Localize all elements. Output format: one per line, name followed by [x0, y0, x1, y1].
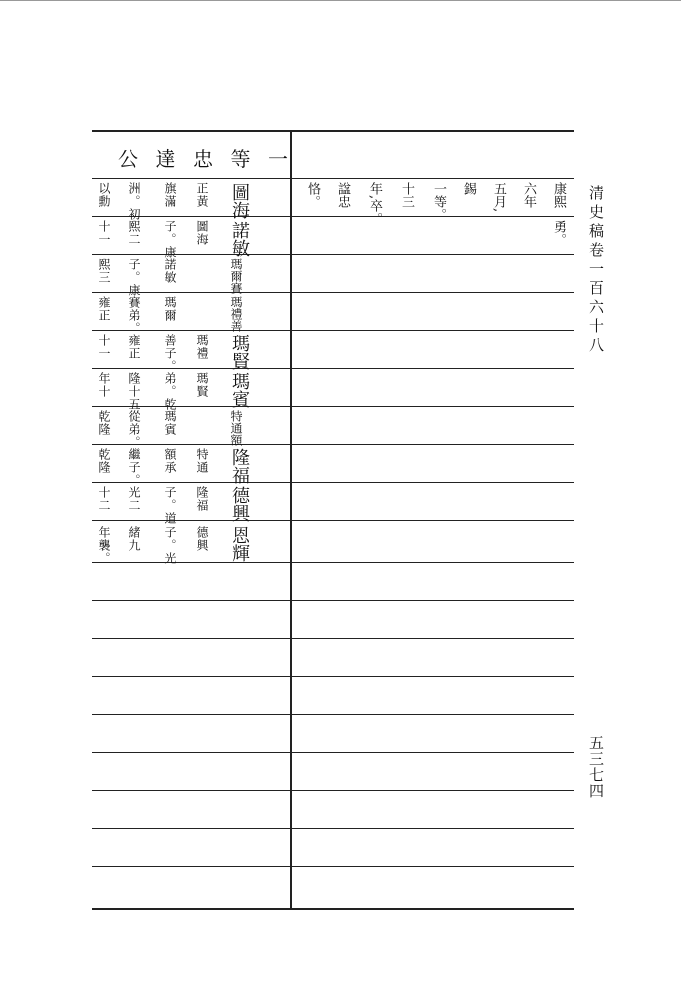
row-rule	[92, 330, 574, 331]
row-rule	[92, 178, 574, 179]
row-note: 隆福	[195, 486, 209, 512]
detail-text: 康熙	[551, 182, 566, 208]
row-note: 正黃	[195, 182, 209, 208]
row-note: 子。光	[163, 526, 177, 565]
row-name: 瑪賓	[229, 372, 250, 408]
detail-text: 錫	[461, 182, 476, 195]
rank-title	[118, 138, 288, 176]
row-rule	[92, 714, 574, 715]
row-note: 乾隆	[97, 448, 111, 474]
row-note: 以勳	[97, 182, 111, 208]
row-name: 諾敏	[229, 221, 250, 257]
row-name: 恩輝	[229, 526, 250, 562]
row-note: 子。康	[163, 220, 177, 259]
row-name: 瑪爾賽	[229, 258, 243, 294]
row-note: 瑪賓	[163, 410, 177, 436]
row-rule	[92, 790, 574, 791]
row-name: 德興	[229, 486, 250, 522]
scan-top-border	[0, 0, 681, 1]
detail-text: 年,卒。	[367, 182, 382, 226]
row-note: 從弟。	[127, 410, 141, 449]
row-note: 額承	[163, 448, 177, 474]
row-name: 瑪禮善	[229, 296, 243, 332]
row-note: 十二	[97, 486, 111, 512]
row-note: 瑪賢	[195, 372, 209, 398]
running-title: 清史稿卷一百六十八	[587, 185, 605, 356]
row-note: 弟。乾	[163, 372, 177, 411]
row-rule	[92, 600, 574, 601]
row-name: 瑪賢	[229, 334, 250, 370]
row-note: 德興	[195, 526, 209, 552]
row-rule	[92, 638, 574, 639]
row-rule	[92, 444, 574, 445]
row-note: 旗滿	[163, 182, 177, 208]
row-rule	[92, 866, 574, 867]
row-note: 子。道	[163, 486, 177, 525]
row-note: 善子。	[163, 334, 177, 373]
table-bottom-rule	[92, 908, 574, 910]
row-note: 十一	[97, 334, 111, 360]
title-char: 忠	[193, 146, 213, 171]
row-note: 雍正	[127, 334, 141, 360]
row-note: 光二	[127, 486, 141, 512]
title-char: 一	[268, 146, 288, 171]
row-note: 瑪爾	[163, 296, 177, 322]
row-note: 特通	[195, 448, 209, 474]
detail-text: 恪。	[305, 182, 320, 208]
detail-text: 五月,	[491, 182, 506, 213]
row-note: 十一	[97, 220, 111, 246]
row-note: 諾敏	[163, 258, 177, 284]
row-rule	[92, 292, 574, 293]
row-name: 圖海	[229, 183, 250, 219]
row-note: 子。康	[127, 258, 141, 297]
row-note: 圖海	[195, 220, 209, 246]
row-note: 熙二	[127, 220, 141, 246]
row-note: 乾隆	[97, 410, 111, 436]
title-char: 等	[230, 146, 251, 171]
detail-text: 十三	[399, 182, 414, 208]
row-note: 瑪禮	[195, 334, 209, 360]
row-note: 年十	[97, 372, 111, 398]
detail-text: 勇。	[551, 220, 566, 246]
row-rule	[92, 482, 574, 483]
row-note: 年襲。	[97, 526, 111, 565]
row-note: 雍正	[97, 296, 111, 322]
row-rule	[92, 676, 574, 677]
row-note: 繼子。	[127, 448, 141, 487]
row-note: 熙三	[97, 258, 111, 284]
row-note: 緒九	[127, 526, 141, 552]
title-char: 公	[118, 146, 138, 171]
row-note: 洲。初	[127, 182, 141, 221]
row-rule	[92, 828, 574, 829]
detail-text: 諡忠	[335, 182, 350, 208]
detail-text: 一等。	[431, 182, 446, 221]
row-rule	[92, 752, 574, 753]
detail-text: 六年	[521, 182, 536, 208]
table-top-rule	[92, 130, 574, 132]
row-name: 特通額	[229, 410, 243, 446]
title-char: 達	[155, 146, 176, 171]
row-name: 隆福	[229, 448, 250, 484]
row-rule	[92, 216, 574, 217]
row-note: 隆十五	[127, 372, 141, 411]
page-number: 五三七四	[587, 735, 605, 799]
row-note: 賽弟。	[127, 296, 141, 335]
